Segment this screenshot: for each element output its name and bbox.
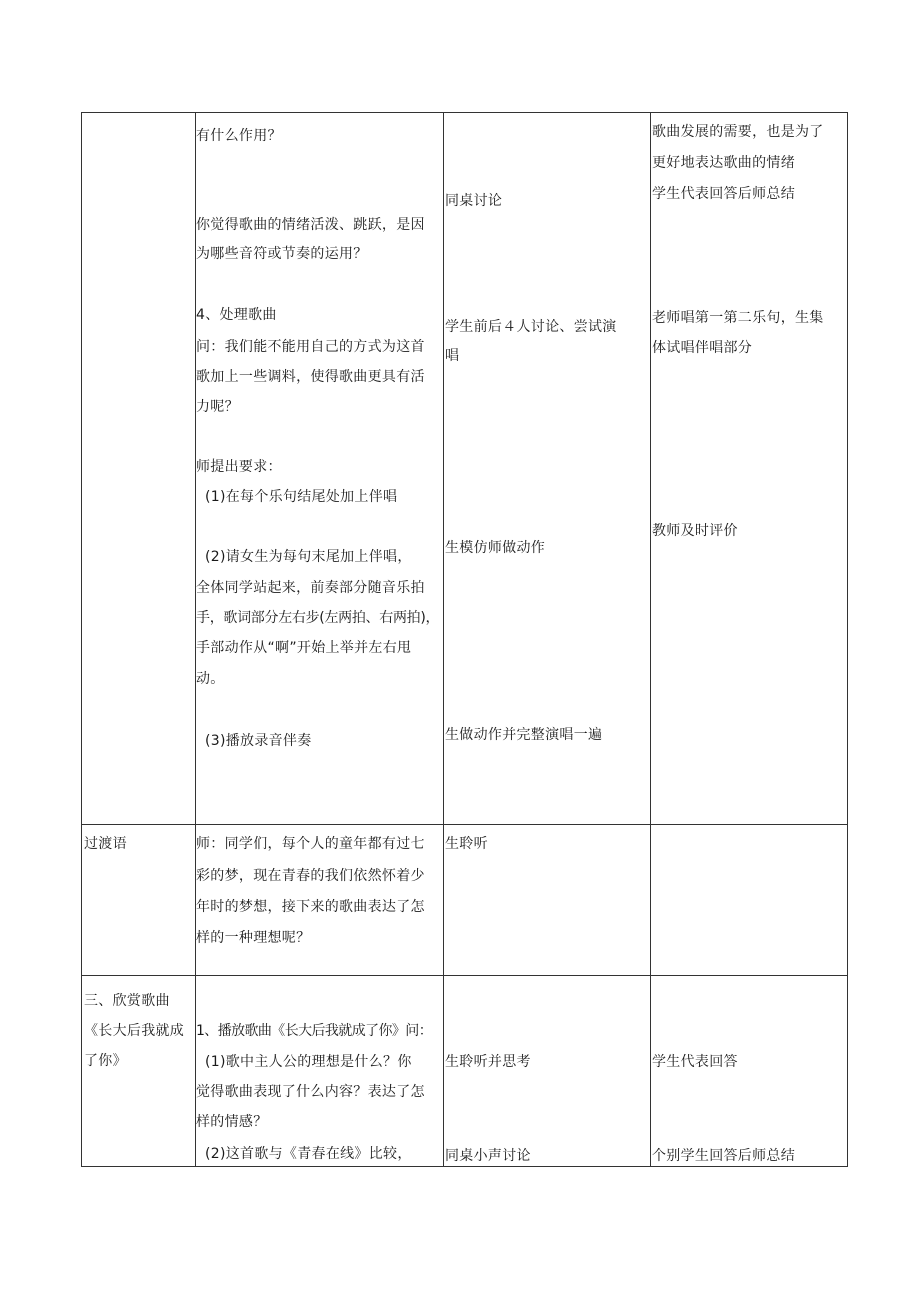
note-line: 学生代表回答后师总结 xyxy=(652,186,795,202)
note-line: 歌曲发展的需要，也是为了 xyxy=(652,124,824,140)
activity-line: 学生前后４人讨论、尝试演 xyxy=(445,319,617,335)
note-line: 体试唱伴唱部分 xyxy=(652,340,753,356)
note-line: 个别学生回答后师总结 xyxy=(652,1148,795,1164)
label-line: 三、欣赏歌曲 xyxy=(84,993,170,1009)
label-line: 了你》 xyxy=(84,1053,127,1069)
content-line: 彩的梦，现在青春的我们依然怀着少 xyxy=(196,868,425,884)
content-line: 全体同学站起来，前奏部分随音乐拍 xyxy=(196,580,425,596)
content-line: 年时的梦想，接下来的歌曲表达了怎 xyxy=(196,899,425,915)
table-right-border xyxy=(847,112,848,1167)
row2-section-label: 过渡语 xyxy=(84,836,127,852)
content-line: 歌加上一些调料，使得歌曲更具有活 xyxy=(196,369,425,385)
content-line: 师提出要求： xyxy=(196,459,282,475)
content-line: 为哪些音符或节奏的运用？ xyxy=(196,246,368,262)
content-line: 样的一种理想呢？ xyxy=(196,930,311,946)
content-line: 手部动作从“啊”开始上举并左右甩 xyxy=(196,640,412,656)
note-line: 学生代表回答 xyxy=(652,1054,738,1070)
activity-line: 生聆听并思考 xyxy=(445,1054,531,1070)
content-line: 师：同学们，每个人的童年都有过七 xyxy=(196,836,425,852)
content-line: 手，歌词部分左右步(左两拍、右两拍)， xyxy=(196,610,440,626)
activity-line: 同桌小声讨论 xyxy=(445,1148,531,1164)
note-line: 更好地表达歌曲的情绪 xyxy=(652,155,795,171)
row2-student-activity: 生聆听 xyxy=(445,836,488,852)
content-line: (1)在每个乐句结尾处加上伴唱 xyxy=(205,489,398,505)
content-line: 4、处理歌曲 xyxy=(196,307,277,323)
content-line: 1、播放歌曲《长大后我就成了你》问： xyxy=(196,1023,433,1039)
content-line: (1)歌中主人公的理想是什么？你 xyxy=(205,1054,412,1070)
column-divider-3 xyxy=(650,112,651,1167)
row-divider-1 xyxy=(81,824,848,825)
content-line: 你觉得歌曲的情绪活泼、跳跃，是因 xyxy=(196,217,425,233)
row-divider-2 xyxy=(81,975,848,976)
content-line: 动。 xyxy=(196,671,225,687)
activity-line: 生做动作并完整演唱一遍 xyxy=(445,727,603,743)
activity-line: 生模仿师做动作 xyxy=(445,540,546,556)
label-line: 《长大后我就成 xyxy=(84,1023,185,1039)
table-left-border xyxy=(81,112,82,1167)
content-line: (3)播放录音伴奏 xyxy=(205,733,312,749)
content-line: (2)请女生为每句末尾加上伴唱， xyxy=(205,549,412,565)
column-divider-2 xyxy=(443,112,444,1167)
content-line: 觉得歌曲表现了什么内容？表达了怎 xyxy=(196,1084,425,1100)
note-line: 教师及时评价 xyxy=(652,523,738,539)
content-line: 有什么作用？ xyxy=(196,128,282,144)
activity-line: 同桌讨论 xyxy=(445,193,503,209)
table-top-border xyxy=(81,112,848,113)
note-line: 老师唱第一第二乐句，生集 xyxy=(652,310,824,326)
activity-line: 唱 xyxy=(445,348,460,364)
content-line: 问：我们能不能用自己的方式为这首 xyxy=(196,339,425,355)
content-line: 样的情感？ xyxy=(196,1114,268,1130)
content-line: (2)这首歌与《青春在线》比较， xyxy=(205,1146,412,1162)
content-line: 力呢？ xyxy=(196,399,239,415)
